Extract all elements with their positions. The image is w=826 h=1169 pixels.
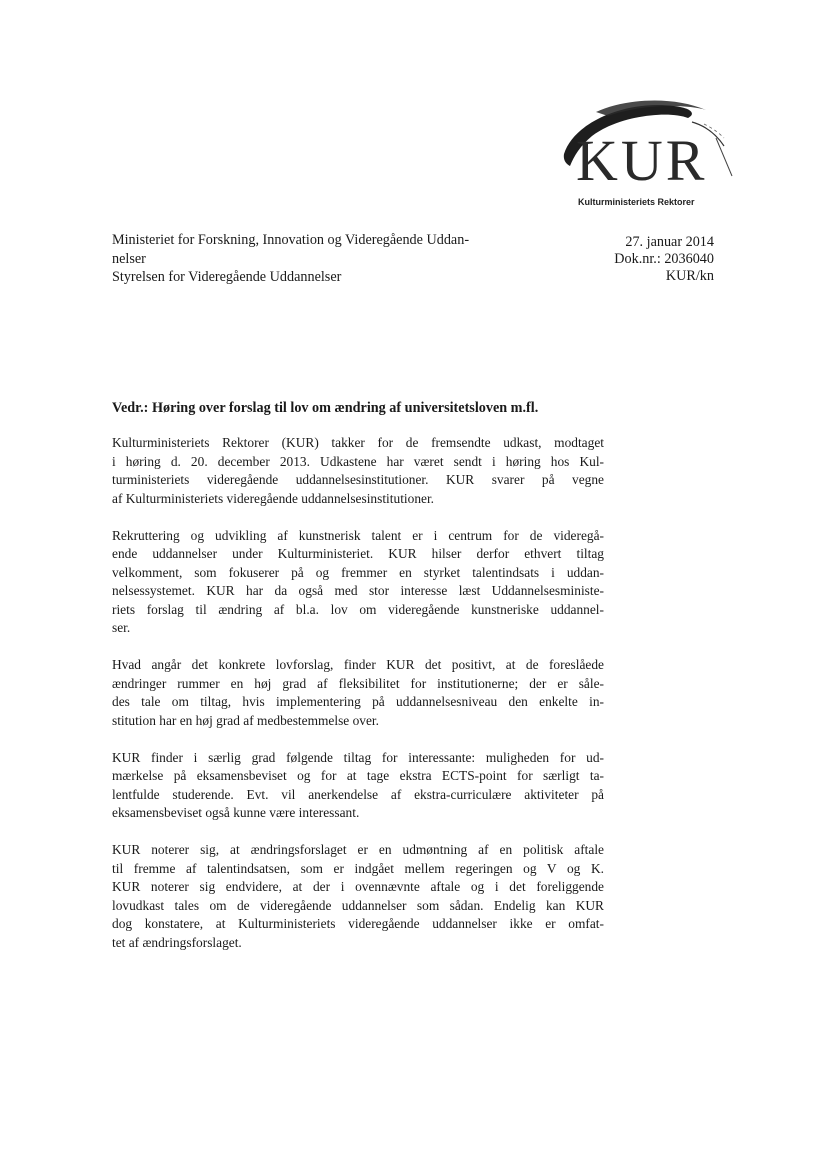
- text-line: turministeriets videregående uddannelsesinstitutioner. KUR svarer på vegne: [112, 472, 604, 487]
- text-line: i høring d. 20. december 2013. Udkastene har været sendt i høring hos Kul-: [112, 453, 604, 469]
- recipient-line: Ministeriet for Forskning, Innovation og Videregående Uddan-: [112, 232, 470, 248]
- letter-subject: Vedr.: Høring over forslag til lov om ændring af universitetsloven m.fl.: [112, 400, 539, 416]
- text-line: KUR noterer sig, at ændringsforslaget er en udmøntning af en politisk aftale: [112, 842, 604, 857]
- text-line: til fremme af talentindsatsen, som er indgået mellem regeringen og V og K.: [112, 860, 604, 876]
- recipient-line: nelser: [112, 250, 146, 267]
- text-line: ændringer rummer en høj grad af fleksibilitet for institutionerne; der er såle-: [112, 675, 604, 691]
- text-line: lovudkast tales om de videregående uddannelser som sådan. Endelig kan KUR: [112, 897, 604, 913]
- text-line: Kulturministeriets Rektorer (KUR) takker for de fremsendte udkast, modtaget: [112, 435, 604, 450]
- text-line: KUR finder i særlig grad følgende tiltag for interessante: muligheden for ud-: [112, 749, 604, 765]
- text-line: mærkelse på eksamensbeviset og for at tage ekstra ECTS-point for særligt ta-: [112, 768, 604, 783]
- letter-date: 27. januar 2014: [625, 234, 714, 250]
- recipient-line: Styrelsen for Videregående Uddannelser: [112, 269, 342, 285]
- reference-code: KUR/kn: [665, 268, 714, 284]
- text-line: ser.: [112, 620, 131, 635]
- text-line: KUR noterer sig endvidere, at der i ovennævnte aftale og i det foreliggende: [112, 879, 604, 894]
- logo-subtitle: Kulturministeriets Rektorer: [578, 197, 695, 207]
- paragraph: [112, 656, 604, 730]
- recipient-address: [112, 231, 532, 287]
- document-number: Dok.nr.: 2036040: [614, 251, 714, 267]
- paragraph: [112, 527, 604, 638]
- text-line: ende uddannelser under Kulturministeriet. KUR hilser derfor ethvert tiltag: [112, 546, 604, 561]
- paragraph: [112, 841, 604, 952]
- logo-wordmark: KUR: [576, 128, 708, 193]
- text-line: Rekruttering og udvikling af kunstnerisk talent er i centrum for de videregå-: [112, 527, 604, 543]
- document-info: [560, 234, 714, 285]
- text-line: riets forslag til ændring af bl.a. lov om videregående kunstneriske uddannel-: [112, 601, 604, 617]
- text-line: des tale om tiltag, hvis implementering på uddannelsesniveau den enkelte in-: [112, 694, 604, 709]
- text-line: af Kulturministeriets videregående uddannelsesinstitutioner.: [112, 490, 435, 506]
- kur-logo: [556, 94, 736, 214]
- text-line: Hvad angår det konkrete lovforslag, finder KUR det positivt, at de foreslåede: [112, 657, 604, 672]
- text-line: stitution har en høj grad af medbestemmelse over.: [112, 712, 379, 728]
- paragraph: [112, 434, 604, 508]
- text-line: lentfulde studerende. Evt. vil anerkendelse af ekstra-curriculære aktiviteter på: [112, 786, 604, 802]
- paragraph: [112, 749, 604, 823]
- letter-body: [112, 434, 604, 971]
- text-line: nelsessystemet. KUR har da også med stor interesse læst Uddannelsesministe-: [112, 583, 604, 598]
- text-line: eksamensbeviset også kunne være interessant.: [112, 805, 360, 820]
- text-line: tet af ændringsforslaget.: [112, 934, 242, 950]
- text-line: velkomment, som fokuserer på og fremmer en styrket talentindsats i uddan-: [112, 564, 604, 580]
- text-line: dog konstatere, at Kulturministeriets videregående uddannelser ikke er omfat-: [112, 916, 604, 931]
